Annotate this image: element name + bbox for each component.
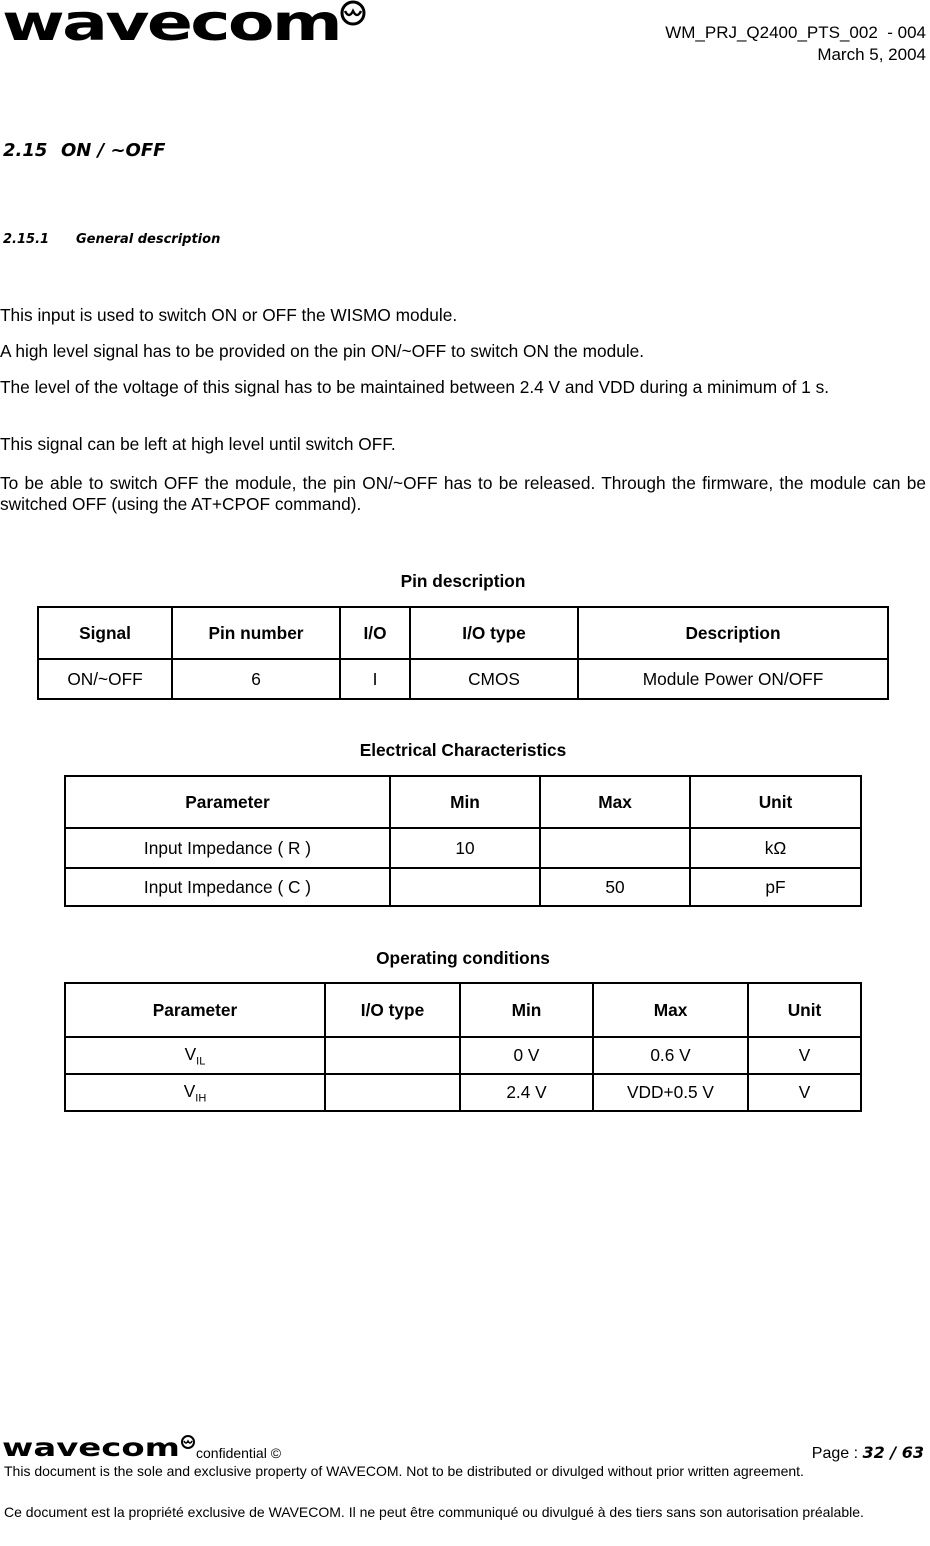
table-cell (65, 1037, 325, 1074)
table-cell: 0.6 V (593, 1037, 748, 1074)
wavecom-logo-graphic (2, 0, 367, 48)
op-table-caption: Operating conditions (376, 948, 550, 968)
wavecom-logo (2, 0, 367, 48)
pin-table (37, 606, 889, 700)
elec-table (64, 775, 862, 907)
param-subscript: IH (195, 1092, 207, 1105)
section-number: 2.15 (3, 140, 48, 161)
column-header: Unit (748, 983, 861, 1037)
header-meta (665, 22, 926, 66)
paragraph: The level of the voltage of this signal has to be maintained between 2.4 V and VDD during a minimum of 1 s. (0, 377, 830, 397)
table-cell: Input Impedance ( C ) (65, 868, 390, 906)
table-cell (325, 1037, 460, 1074)
param-symbol: V (184, 1043, 197, 1064)
legal-notice-fr: Ce document est la propriété exclusive de WAVECOM. Il ne peut être communiqué ou divulgué à des tiers sans son autorisation préalable. (4, 1504, 864, 1520)
table-cell (325, 1074, 460, 1111)
table-cell: pF (690, 868, 861, 906)
param-subscript: IL (196, 1055, 206, 1068)
legal-notice-en: This document is the sole and exclusive property of WAVECOM. Not to be distributed or divulged without prior written agreement. (4, 1463, 804, 1479)
column-header: Max (540, 776, 690, 828)
page-indicator (812, 1443, 924, 1463)
column-header: Min (460, 983, 593, 1037)
paragraph: This input is used to switch ON or OFF the WISMO module. (0, 305, 458, 325)
table-cell (540, 828, 690, 868)
column-header: Signal (38, 607, 172, 659)
table-row (65, 1037, 861, 1074)
table-cell: VDD+0.5 V (593, 1074, 748, 1111)
column-header: Min (390, 776, 540, 828)
footer-logo-graphic (2, 1434, 202, 1460)
column-header: Pin number (172, 607, 340, 659)
table-cell: 0 V (460, 1037, 593, 1074)
table-cell: 50 (540, 868, 690, 906)
column-header: Parameter (65, 776, 390, 828)
doc-date: March 5, 2004 (817, 45, 926, 64)
op-table (64, 982, 862, 1112)
table-cell: 6 (172, 659, 340, 699)
section-heading (3, 140, 165, 161)
column-header: Description (578, 607, 888, 659)
confidential-label: confidential © (196, 1445, 282, 1461)
table-cell: 10 (390, 828, 540, 868)
table-header-row (65, 983, 861, 1037)
footer-logo (2, 1434, 202, 1460)
table-row (65, 868, 861, 906)
table-row (38, 659, 888, 699)
section-title: ON / ~OFF (61, 140, 166, 161)
footer-logo-text: wavecom (2, 1434, 180, 1460)
paragraph: This signal can be left at high level until switch OFF. (0, 434, 396, 454)
table-cell: ON/~OFF (38, 659, 172, 699)
table-header-row (38, 607, 888, 659)
subsection-number: 2.15.1 (3, 232, 50, 247)
column-header: I/O (340, 607, 410, 659)
column-header: I/O type (325, 983, 460, 1037)
table-cell: Input Impedance ( R ) (65, 828, 390, 868)
table-cell: V (748, 1037, 861, 1074)
table-row (65, 1074, 861, 1111)
table-cell (65, 1074, 325, 1111)
wavecom-logo-text: wavecom (2, 0, 340, 48)
table-cell: V (748, 1074, 861, 1111)
table-cell: kΩ (690, 828, 861, 868)
table-cell: CMOS (410, 659, 578, 699)
table-cell (390, 868, 540, 906)
table-cell: Module Power ON/OFF (578, 659, 888, 699)
page-number: 32 / 63 (862, 1443, 924, 1462)
param-symbol: V (183, 1080, 196, 1101)
table-cell: I (340, 659, 410, 699)
doc-reference: WM_PRJ_Q2400_PTS_002 - 004 (665, 23, 926, 42)
column-header: Unit (690, 776, 861, 828)
column-header: I/O type (410, 607, 578, 659)
table-cell: 2.4 V (460, 1074, 593, 1111)
paragraph: To be able to switch OFF the module, the pin ON/~OFF has to be released. Through the firmware, the module can be switched OFF (using the AT+CPOF command). (0, 473, 926, 514)
column-header: Parameter (65, 983, 325, 1037)
table-row (65, 828, 861, 868)
subsection-heading (3, 232, 220, 247)
pin-table-caption: Pin description (400, 571, 526, 591)
subsection-title: General description (76, 232, 221, 247)
elec-table-caption: Electrical Characteristics (359, 740, 567, 760)
paragraph: A high level signal has to be provided on the pin ON/~OFF to switch ON the module. (0, 341, 645, 361)
column-header: Max (593, 983, 748, 1037)
table-header-row (65, 776, 861, 828)
page-label: Page : (811, 1445, 863, 1462)
